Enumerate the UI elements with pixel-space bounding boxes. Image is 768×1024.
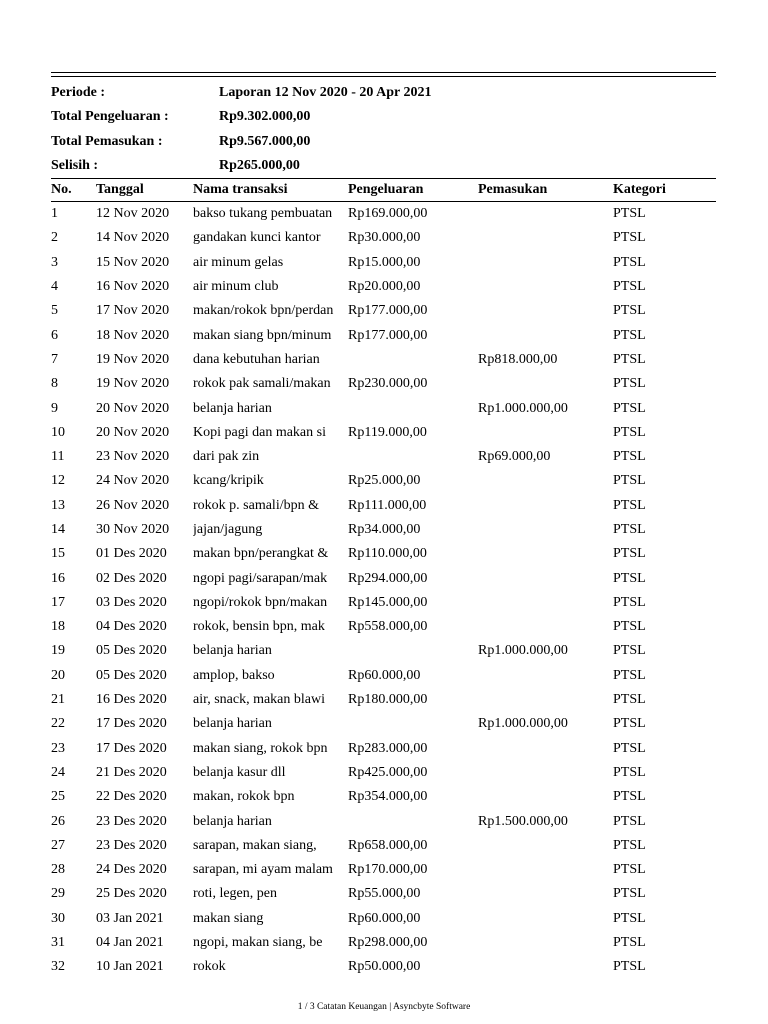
cell-pemasukan xyxy=(478,761,613,785)
cell-nama-transaksi: air minum club xyxy=(193,279,279,295)
cell-pengeluaran: Rp20.000,00 xyxy=(348,279,421,295)
total-pengeluaran-label: Total Pengeluaran : xyxy=(51,109,169,125)
cell-pengeluaran xyxy=(348,445,478,469)
table-row xyxy=(51,566,716,590)
cell-tanggal: 14 Nov 2020 xyxy=(96,230,170,246)
table-row xyxy=(51,688,716,712)
cell-nama-transaksi: rokok p. samali/bpn & xyxy=(193,497,319,513)
periode-label: Periode : xyxy=(51,85,106,100)
cell-pengeluaran: Rp110.000,00 xyxy=(348,546,427,562)
cell-tanggal: 20 Nov 2020 xyxy=(96,400,170,416)
cell-no: 4 xyxy=(51,279,58,295)
table-row xyxy=(51,664,716,688)
cell-no: 6 xyxy=(51,327,58,343)
col-header-no: No. xyxy=(51,179,96,202)
table-row xyxy=(51,931,716,955)
cell-pemasukan xyxy=(478,615,613,639)
cell-no: 11 xyxy=(51,449,65,465)
cell-tanggal: 22 Des 2020 xyxy=(96,789,167,805)
cell-kategori: PTSL xyxy=(613,473,646,489)
table-header-row xyxy=(51,179,716,202)
cell-no: 29 xyxy=(51,886,65,902)
cell-nama-transaksi: rokok xyxy=(193,959,226,975)
cell-no: 24 xyxy=(51,764,65,780)
cell-nama-transaksi: jajan/jagung xyxy=(193,522,263,537)
cell-tanggal: 30 Nov 2020 xyxy=(96,522,170,537)
table-row xyxy=(51,882,716,906)
top-rule-secondary xyxy=(51,76,716,77)
cell-tanggal: 23 Nov 2020 xyxy=(96,449,170,465)
table-row xyxy=(51,542,716,566)
cell-no: 8 xyxy=(51,376,58,392)
cell-pengeluaran: Rp119.000,00 xyxy=(348,424,427,440)
cell-no: 18 xyxy=(51,619,65,635)
cell-pengeluaran: Rp111.000,00 xyxy=(348,497,427,513)
cell-pemasukan xyxy=(478,955,613,979)
table-row xyxy=(51,251,716,275)
cell-no: 20 xyxy=(51,667,65,683)
cell-nama-transaksi: makan siang bpn/minum xyxy=(193,327,332,343)
cell-nama-transaksi: belanja harian xyxy=(193,813,272,829)
cell-kategori: PTSL xyxy=(613,254,646,270)
cell-tanggal: 25 Des 2020 xyxy=(96,886,167,902)
cell-tanggal: 26 Nov 2020 xyxy=(96,497,170,513)
cell-pemasukan: Rp1.000.000,00 xyxy=(478,716,568,732)
cell-tanggal: 19 Nov 2020 xyxy=(96,376,170,392)
cell-kategori: PTSL xyxy=(613,351,646,367)
cell-pemasukan: Rp1.500.000,00 xyxy=(478,813,568,829)
cell-kategori: PTSL xyxy=(613,935,646,951)
cell-no: 9 xyxy=(51,400,58,416)
cell-kategori: PTSL xyxy=(613,667,646,683)
cell-no: 22 xyxy=(51,716,65,732)
cell-kategori: PTSL xyxy=(613,327,646,343)
cell-no: 27 xyxy=(51,837,65,853)
cell-nama-transaksi: air, snack, makan blawi xyxy=(193,692,326,708)
top-rule xyxy=(51,72,716,73)
table-row xyxy=(51,323,716,347)
periode-value: Laporan 12 Nov 2020 - 20 Apr 2021 xyxy=(219,85,432,100)
cell-pengeluaran: Rp177.000,00 xyxy=(348,303,428,319)
cell-pengeluaran: Rp177.000,00 xyxy=(348,327,428,343)
table-row xyxy=(51,761,716,785)
cell-kategori: PTSL xyxy=(613,546,646,562)
cell-no: 1 xyxy=(51,206,58,222)
cell-no: 28 xyxy=(51,862,65,878)
cell-no: 32 xyxy=(51,959,65,975)
cell-pengeluaran: Rp558.000,00 xyxy=(348,619,428,635)
total-pengeluaran-value: Rp9.302.000,00 xyxy=(219,109,311,125)
cell-pengeluaran: Rp55.000,00 xyxy=(348,886,421,902)
table-row xyxy=(51,469,716,493)
cell-pemasukan: Rp1.000.000,00 xyxy=(478,643,568,659)
cell-kategori: PTSL xyxy=(613,813,646,829)
cell-no: 15 xyxy=(51,546,65,562)
cell-no: 16 xyxy=(51,570,65,586)
cell-nama-transaksi: rokok pak samali/makan xyxy=(193,376,331,392)
cell-pemasukan xyxy=(478,494,613,518)
table-row xyxy=(51,858,716,882)
cell-nama-transaksi: dana kebutuhan harian xyxy=(193,351,320,367)
cell-nama-transaksi: belanja kasur dll xyxy=(193,764,286,780)
cell-nama-transaksi: ngopi, makan siang, be xyxy=(193,935,323,951)
cell-no: 12 xyxy=(51,473,65,489)
cell-nama-transaksi: rokok, bensin bpn, mak xyxy=(193,619,325,635)
cell-pengeluaran: Rp354.000,00 xyxy=(348,789,428,805)
cell-no: 2 xyxy=(51,230,58,246)
cell-pemasukan xyxy=(478,907,613,931)
cell-kategori: PTSL xyxy=(613,862,646,878)
cell-tanggal: 04 Jan 2021 xyxy=(96,935,164,951)
cell-pemasukan xyxy=(478,688,613,712)
cell-pengeluaran: Rp60.000,00 xyxy=(348,667,421,683)
cell-nama-transaksi: makan siang, rokok bpn xyxy=(193,740,328,756)
cell-kategori: PTSL xyxy=(613,692,646,708)
cell-nama-transaksi: makan, rokok bpn xyxy=(193,789,295,805)
table-row xyxy=(51,445,716,469)
cell-no: 14 xyxy=(51,522,65,537)
cell-pemasukan xyxy=(478,542,613,566)
report-summary xyxy=(51,81,716,178)
cell-nama-transaksi: sarapan, makan siang, xyxy=(193,837,317,853)
cell-pemasukan xyxy=(478,421,613,445)
cell-pengeluaran xyxy=(348,396,478,420)
cell-tanggal: 05 Des 2020 xyxy=(96,667,167,683)
cell-pengeluaran: Rp658.000,00 xyxy=(348,837,428,853)
cell-tanggal: 17 Des 2020 xyxy=(96,716,167,732)
summary-total-pengeluaran xyxy=(51,105,716,129)
cell-tanggal: 04 Des 2020 xyxy=(96,619,167,635)
cell-pemasukan: Rp69.000,00 xyxy=(478,449,551,465)
cell-kategori: PTSL xyxy=(613,279,646,295)
cell-kategori: PTSL xyxy=(613,740,646,756)
cell-nama-transaksi: gandakan kunci kantor xyxy=(193,230,321,246)
col-header-pemasukan: Pemasukan xyxy=(478,179,613,202)
cell-tanggal: 23 Des 2020 xyxy=(96,837,167,853)
cell-nama-transaksi: ngopi pagi/sarapan/mak xyxy=(193,570,328,586)
cell-pengeluaran: Rp294.000,00 xyxy=(348,570,428,586)
cell-pemasukan xyxy=(478,275,613,299)
cell-no: 7 xyxy=(51,351,58,367)
cell-nama-transaksi: dari pak zin xyxy=(193,449,260,465)
cell-no: 13 xyxy=(51,497,65,513)
cell-pengeluaran: Rp15.000,00 xyxy=(348,254,421,270)
cell-nama-transaksi: bakso tukang pembuatan xyxy=(193,206,333,222)
cell-tanggal: 10 Jan 2021 xyxy=(96,959,164,975)
cell-kategori: PTSL xyxy=(613,303,646,319)
cell-tanggal: 03 Jan 2021 xyxy=(96,910,164,926)
cell-pemasukan xyxy=(478,834,613,858)
table-row xyxy=(51,348,716,372)
total-pemasukan-value: Rp9.567.000,00 xyxy=(219,133,311,149)
cell-no: 26 xyxy=(51,813,65,829)
cell-no: 19 xyxy=(51,643,65,659)
cell-no: 10 xyxy=(51,424,65,440)
transactions-body xyxy=(51,202,716,980)
table-row xyxy=(51,712,716,736)
cell-kategori: PTSL xyxy=(613,449,646,465)
cell-pengeluaran: Rp30.000,00 xyxy=(348,230,421,246)
cell-pemasukan xyxy=(478,372,613,396)
cell-pemasukan xyxy=(478,882,613,906)
cell-pengeluaran: Rp180.000,00 xyxy=(348,692,428,708)
table-row xyxy=(51,955,716,979)
cell-pemasukan xyxy=(478,737,613,761)
cell-tanggal: 23 Des 2020 xyxy=(96,813,167,829)
cell-kategori: PTSL xyxy=(613,789,646,805)
cell-pengeluaran: Rp25.000,00 xyxy=(348,473,421,489)
cell-nama-transaksi: amplop, bakso xyxy=(193,667,275,683)
col-header-kategori: Kategori xyxy=(613,179,716,202)
cell-kategori: PTSL xyxy=(613,910,646,926)
cell-pemasukan xyxy=(478,469,613,493)
cell-pemasukan xyxy=(478,664,613,688)
col-header-tanggal: Tanggal xyxy=(96,179,193,202)
table-row xyxy=(51,639,716,663)
cell-nama-transaksi: roti, legen, pen xyxy=(193,886,277,902)
cell-tanggal: 20 Nov 2020 xyxy=(96,424,170,440)
cell-kategori: PTSL xyxy=(613,376,646,392)
cell-kategori: PTSL xyxy=(613,522,646,537)
cell-pemasukan xyxy=(478,566,613,590)
cell-nama-transaksi: ngopi/rokok bpn/makan xyxy=(193,594,328,610)
table-row xyxy=(51,372,716,396)
cell-pengeluaran xyxy=(348,639,478,663)
cell-pengeluaran: Rp425.000,00 xyxy=(348,764,428,780)
cell-nama-transaksi: Kopi pagi dan makan si xyxy=(193,424,326,440)
page-footer: 1 / 3 Catatan Keuangan | Asyncbyte Software xyxy=(297,1002,471,1012)
cell-nama-transaksi: belanja harian xyxy=(193,716,272,732)
cell-nama-transaksi: makan siang xyxy=(193,910,264,926)
cell-kategori: PTSL xyxy=(613,886,646,902)
cell-pengeluaran xyxy=(348,348,478,372)
cell-pengeluaran xyxy=(348,809,478,833)
cell-no: 3 xyxy=(51,254,58,270)
cell-pemasukan xyxy=(478,931,613,955)
table-row xyxy=(51,591,716,615)
cell-pengeluaran: Rp283.000,00 xyxy=(348,740,428,756)
cell-tanggal: 17 Des 2020 xyxy=(96,740,167,756)
cell-nama-transaksi: sarapan, mi ayam malam xyxy=(193,862,333,878)
table-row xyxy=(51,275,716,299)
cell-kategori: PTSL xyxy=(613,643,646,659)
cell-tanggal: 05 Des 2020 xyxy=(96,643,167,659)
cell-nama-transaksi: belanja harian xyxy=(193,400,272,416)
cell-tanggal: 17 Nov 2020 xyxy=(96,303,170,319)
cell-pengeluaran: Rp169.000,00 xyxy=(348,206,428,222)
cell-pengeluaran: Rp34.000,00 xyxy=(348,522,421,537)
cell-kategori: PTSL xyxy=(613,570,646,586)
cell-tanggal: 12 Nov 2020 xyxy=(96,206,170,222)
table-row xyxy=(51,494,716,518)
transactions-table xyxy=(51,178,716,980)
cell-kategori: PTSL xyxy=(613,959,646,975)
cell-tanggal: 16 Des 2020 xyxy=(96,692,167,708)
table-row xyxy=(51,518,716,542)
cell-no: 21 xyxy=(51,692,65,708)
cell-nama-transaksi: makan bpn/perangkat & xyxy=(193,546,329,562)
cell-pengeluaran: Rp50.000,00 xyxy=(348,959,421,975)
table-row xyxy=(51,834,716,858)
cell-tanggal: 21 Des 2020 xyxy=(96,764,167,780)
cell-no: 25 xyxy=(51,789,65,805)
cell-pengeluaran: Rp60.000,00 xyxy=(348,910,421,926)
cell-tanggal: 15 Nov 2020 xyxy=(96,254,170,270)
cell-pemasukan xyxy=(478,518,613,542)
cell-kategori: PTSL xyxy=(613,716,646,732)
cell-kategori: PTSL xyxy=(613,206,646,222)
table-row xyxy=(51,785,716,809)
cell-pengeluaran xyxy=(348,712,478,736)
cell-pemasukan: Rp1.000.000,00 xyxy=(478,400,568,416)
cell-pemasukan xyxy=(478,202,613,227)
cell-pengeluaran: Rp145.000,00 xyxy=(348,594,428,610)
cell-kategori: PTSL xyxy=(613,619,646,635)
table-row xyxy=(51,737,716,761)
cell-pemasukan xyxy=(478,323,613,347)
cell-no: 30 xyxy=(51,910,65,926)
cell-tanggal: 02 Des 2020 xyxy=(96,570,167,586)
cell-kategori: PTSL xyxy=(613,497,646,513)
cell-no: 17 xyxy=(51,594,65,610)
cell-kategori: PTSL xyxy=(613,230,646,246)
col-header-nama: Nama transaksi xyxy=(193,179,348,202)
cell-tanggal: 03 Des 2020 xyxy=(96,594,167,610)
cell-tanggal: 24 Nov 2020 xyxy=(96,473,170,489)
cell-pengeluaran: Rp298.000,00 xyxy=(348,935,428,951)
cell-nama-transaksi: makan/rokok bpn/perdan xyxy=(193,303,334,319)
selisih-value: Rp265.000,00 xyxy=(219,157,300,173)
cell-pemasukan xyxy=(478,785,613,809)
cell-kategori: PTSL xyxy=(613,837,646,853)
table-row xyxy=(51,809,716,833)
cell-tanggal: 01 Des 2020 xyxy=(96,546,167,562)
cell-pemasukan xyxy=(478,226,613,250)
cell-tanggal: 18 Nov 2020 xyxy=(96,327,170,343)
cell-tanggal: 16 Nov 2020 xyxy=(96,279,170,295)
cell-nama-transaksi: air minum gelas xyxy=(193,254,284,270)
cell-kategori: PTSL xyxy=(613,764,646,780)
table-row xyxy=(51,421,716,445)
cell-kategori: PTSL xyxy=(613,424,646,440)
table-row xyxy=(51,396,716,420)
cell-pemasukan xyxy=(478,858,613,882)
summary-total-pemasukan xyxy=(51,130,716,154)
cell-pemasukan: Rp818.000,00 xyxy=(478,351,558,367)
cell-no: 23 xyxy=(51,740,65,756)
cell-pengeluaran: Rp230.000,00 xyxy=(348,376,428,392)
cell-tanggal: 24 Des 2020 xyxy=(96,862,167,878)
cell-tanggal: 19 Nov 2020 xyxy=(96,351,170,367)
cell-pemasukan xyxy=(478,591,613,615)
cell-pemasukan xyxy=(478,299,613,323)
table-row xyxy=(51,299,716,323)
col-header-pengeluaran: Pengeluaran xyxy=(348,179,478,202)
cell-no: 5 xyxy=(51,303,58,319)
cell-pengeluaran: Rp170.000,00 xyxy=(348,862,428,878)
table-row xyxy=(51,907,716,931)
cell-pemasukan xyxy=(478,251,613,275)
table-row xyxy=(51,615,716,639)
table-row xyxy=(51,202,716,227)
cell-no: 31 xyxy=(51,935,65,951)
summary-periode xyxy=(51,81,716,105)
cell-nama-transaksi: kcang/kripik xyxy=(193,473,264,489)
cell-kategori: PTSL xyxy=(613,400,646,416)
total-pemasukan-label: Total Pemasukan : xyxy=(51,133,163,149)
cell-kategori: PTSL xyxy=(613,594,646,610)
summary-selisih xyxy=(51,154,716,178)
table-row xyxy=(51,226,716,250)
cell-nama-transaksi: belanja harian xyxy=(193,643,272,659)
selisih-label: Selisih : xyxy=(51,157,99,173)
